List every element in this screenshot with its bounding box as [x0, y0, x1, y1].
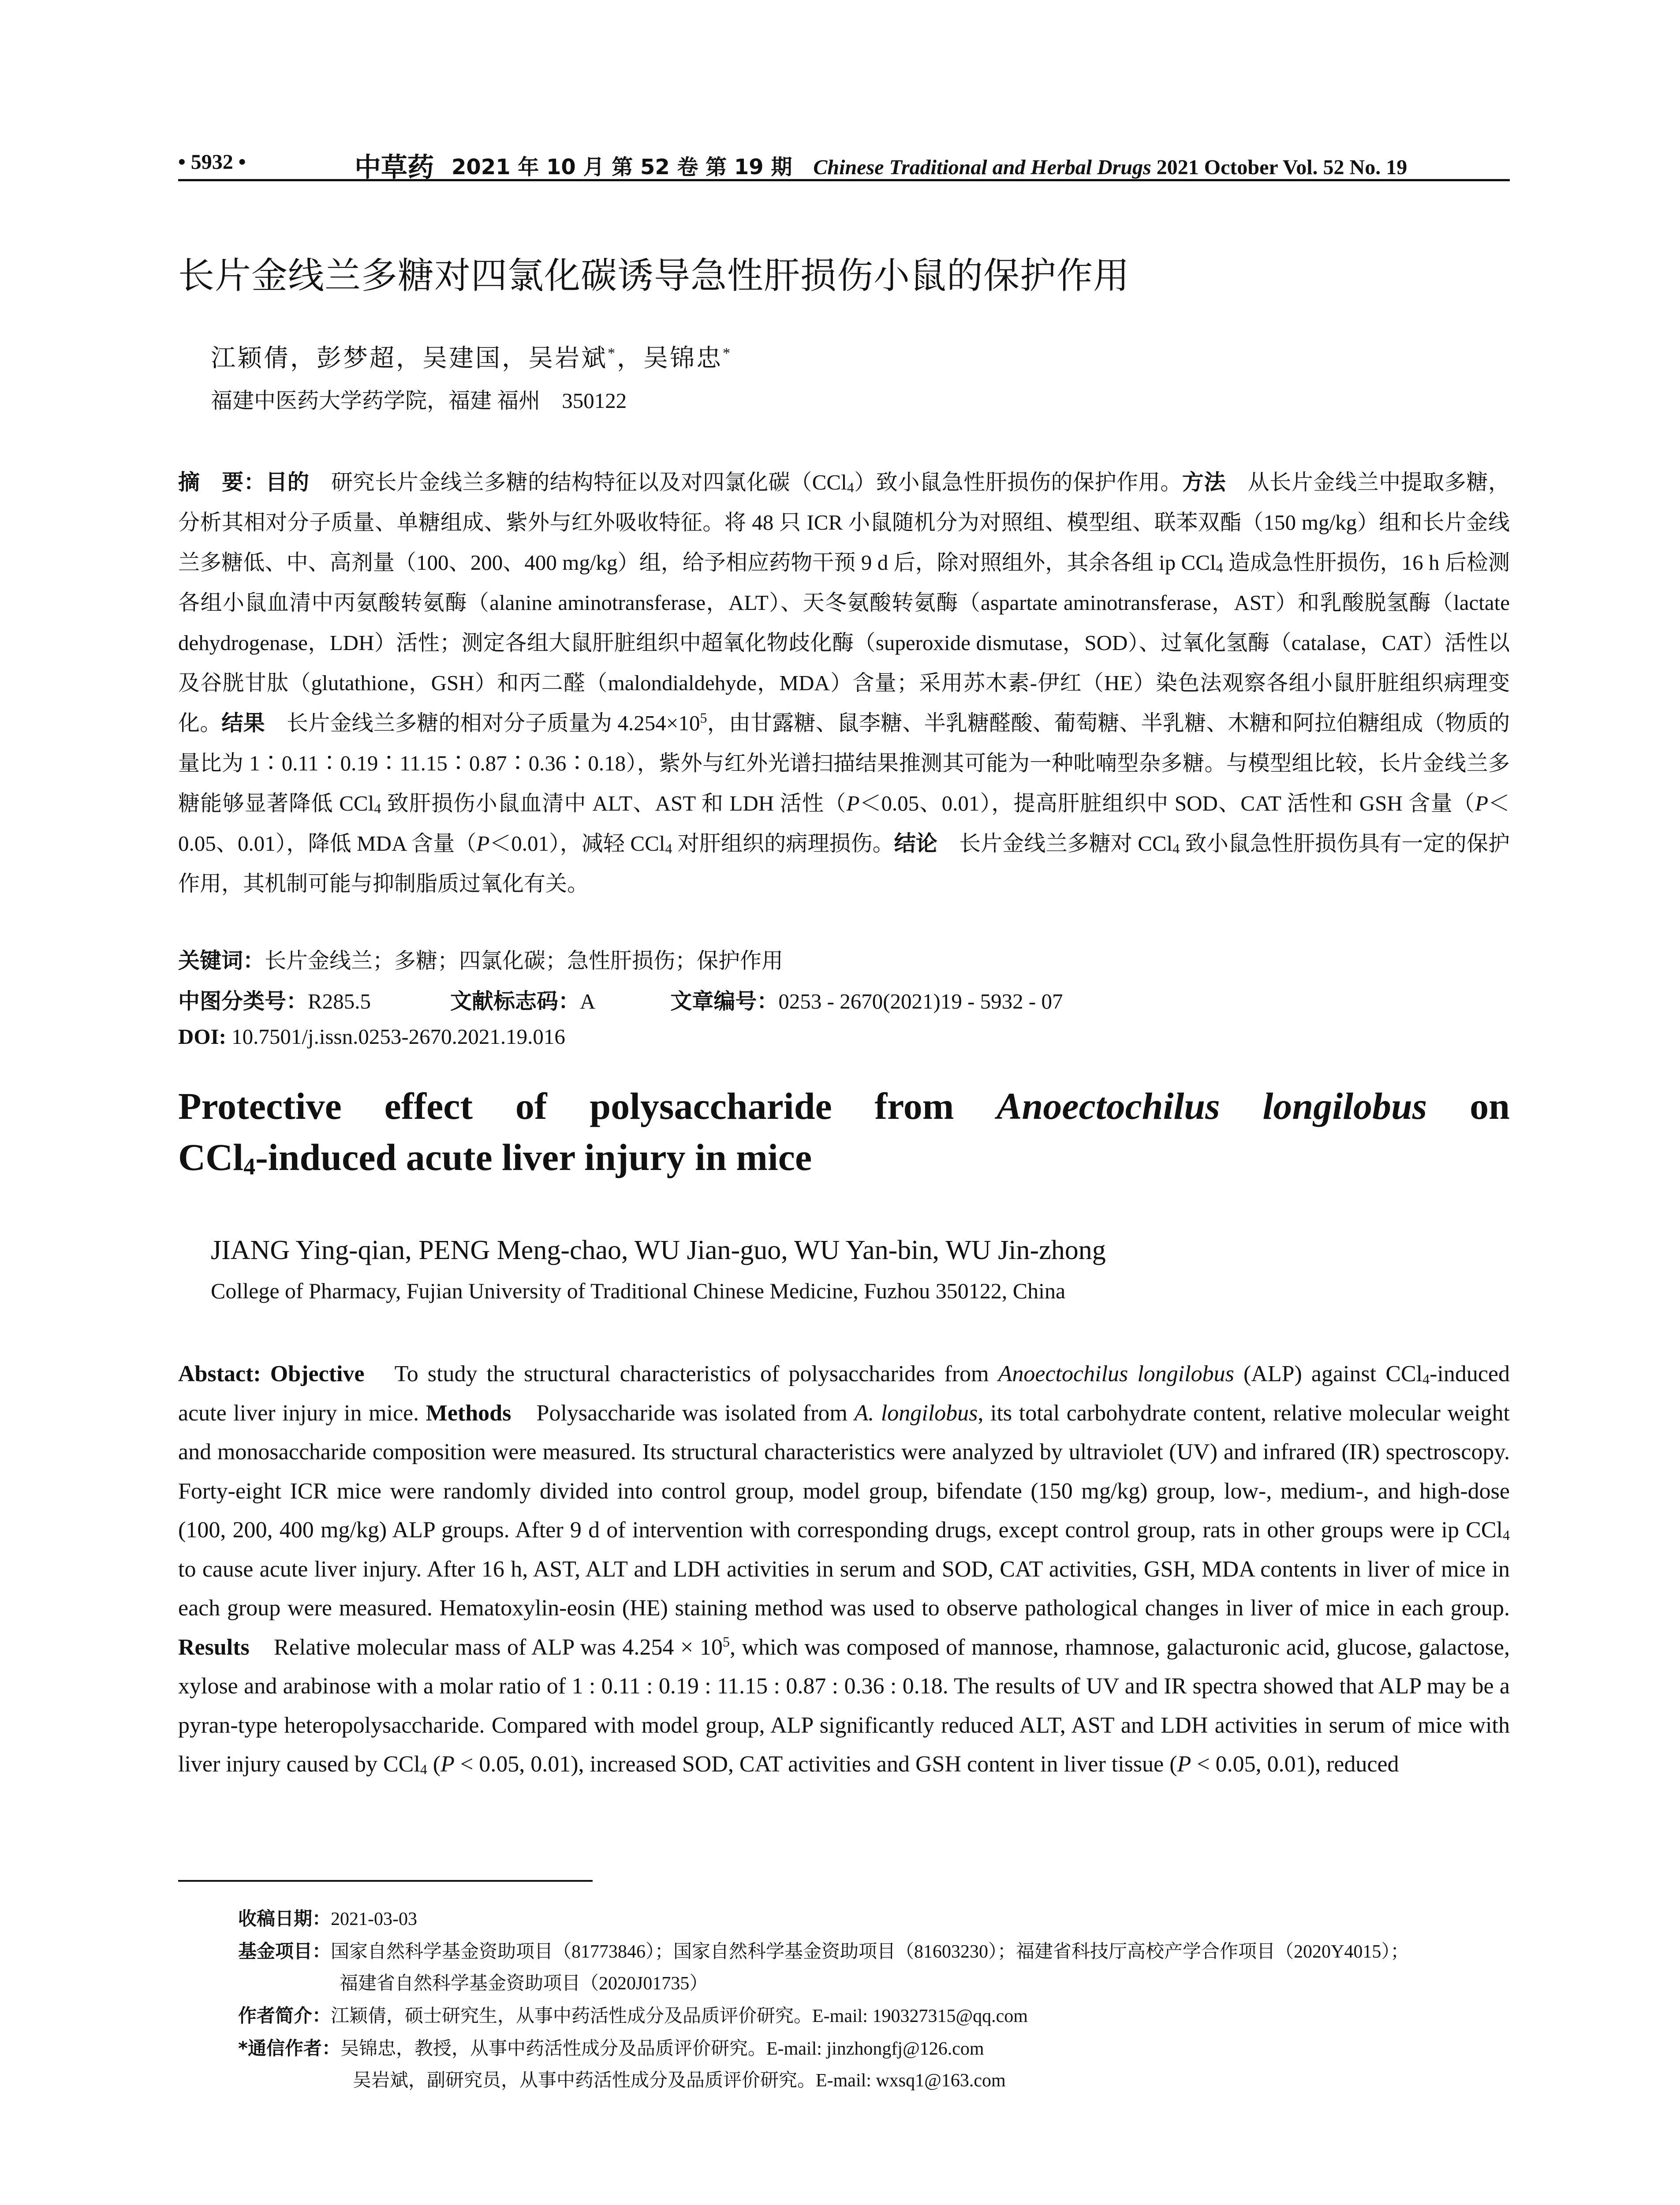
abstract-label: Abstact:	[178, 1361, 261, 1387]
abstract-text: ＜0.05、0.01），提高肝脏组织中 SOD、CAT 活性和 GSH 含量（	[859, 791, 1475, 815]
classification-line	[178, 984, 1063, 1015]
author-separator: ，	[617, 345, 643, 372]
corresponding-mark: *	[608, 345, 617, 362]
title-text: CCl	[178, 1136, 244, 1178]
abstract-text: , its total carbohydrate content, relative molecular weight and monosaccharide composition were measured. Its structural characteristics were analyzed by ultraviolet (UV) and infrared (IR) spectroscopy. Forty-eight ICR mice were randomly divided into control group, model group, bifendate (150 mg/kg) group, low-, medium-, and high-dose (100, 200, 400 mg/kg) ALP groups. After 9 d of intervention with corresponding drugs, except control group, rats in other groups were ip CCl	[178, 1400, 1510, 1543]
subscript: 4	[374, 800, 381, 816]
keywords-label: 关键词：	[178, 948, 265, 973]
footnote-text: 江颖倩，硕士研究生，从事中药活性成分及品质评价研究。E-mail: 190327315@qq.com	[331, 2006, 1028, 2026]
footnote-label: 基金项目：	[238, 1940, 331, 1962]
abstract-text: 研究长片金线兰多糖的结构特征以及对四氯化碳（CCl	[309, 470, 847, 494]
authors-en: JIANG Ying-qian, PENG Meng-chao, WU Jian-guo, WU Yan-bin, WU Jin-zhong	[211, 1235, 1106, 1265]
affiliation-en: College of Pharmacy, Fujian University of Traditional Chinese Medicine, Fuzhou 350122, China	[211, 1278, 1066, 1303]
abstract-text: < 0.05, 0.01), reduced	[1191, 1752, 1399, 1777]
results-label: 结果	[221, 710, 265, 736]
footnote-label: 作者简介：	[238, 2005, 331, 2026]
subscript: 4	[243, 1153, 256, 1180]
subscript: 4	[420, 1761, 427, 1777]
clc-value: R285.5	[308, 989, 371, 1013]
species-name: Anoectochilus longilobus	[998, 1361, 1234, 1387]
keywords-text: 长片金线兰；多糖；四氯化碳；急性肝损伤；保护作用	[265, 949, 784, 973]
p-value-symbol: P	[441, 1752, 455, 1777]
subscript: 4	[847, 479, 854, 495]
journal-name-cn: 中草药	[355, 152, 434, 183]
abstract-text: ＜0.05、0.01），降低 MDA 含量（	[178, 791, 1510, 856]
doi-label: DOI:	[178, 1024, 226, 1049]
footnote-text: 2021-03-03	[331, 1909, 417, 1929]
abstract-text: Relative molecular mass of ALP was 4.254 × 10	[249, 1634, 723, 1660]
doi-value: 10.7501/j.issn.0253-2670.2021.19.016	[226, 1024, 565, 1049]
abstract-text: (	[427, 1752, 441, 1777]
footnote-corresponding-cont: 吴岩斌，副研究员，从事中药活性成分及品质评价研究。E-mail: wxsq1@163.com	[353, 2070, 1006, 2091]
subscript: 4	[1216, 560, 1223, 576]
abstract-text: Polysaccharide was isolated from	[511, 1400, 855, 1426]
footnote-label: 收稿日期：	[238, 1908, 331, 1929]
article-number-value: 0253 - 2670(2021)19 - 5932 - 07	[778, 989, 1063, 1013]
abstract-text: to cause acute liver injury. After 16 h, AST, ALT and LDH activities in serum and SOD, CAT activities, GSH, MDA contents in liver of mice in each group were measured. Hematoxylin-eosin (HE) staining method was used to observe pathological changes in liver of mice in each group.	[178, 1556, 1510, 1621]
p-value-symbol: P	[476, 831, 490, 856]
title-en-line-2	[178, 1132, 1510, 1183]
species-name: A. longilobus	[854, 1400, 978, 1426]
author-list-cn: 江颖倩，彭梦超，吴建国，吴岩斌	[211, 345, 608, 372]
subscript: 4	[1172, 841, 1180, 856]
abstract-text: 长片金线兰多糖对 CCl	[937, 831, 1173, 856]
doc-code-value: A	[579, 989, 596, 1013]
abstract-text: ，由甘露糖、鼠李糖、半乳糖醛酸、葡萄糖、半乳糖、木糖和阿拉伯糖组成（物质的量比为 1∶0.11∶0.19∶11.15∶0.87∶0.36∶0.18），紫外与红外光谱扫描结果推测其可能为一种吡喃型杂多糖。与模型组比较，长片金线兰多糖能够显著降低 CCl	[178, 711, 1510, 815]
subscript: 4	[1503, 1527, 1510, 1543]
methods-label: Methods	[426, 1400, 511, 1426]
journal-name-en: Chinese Traditional and Herbal Drugs	[813, 156, 1151, 179]
title-word: polysaccharide	[590, 1085, 832, 1127]
title-cn: 长片金线兰多糖对四氯化碳诱导急性肝损伤小鼠的保护作用	[178, 255, 1130, 297]
footnote-rule	[178, 1880, 593, 1882]
running-header	[178, 144, 1510, 181]
title-en	[178, 1080, 1510, 1183]
objective-label: 目的	[265, 470, 310, 495]
title-genus: Anoectochilus	[997, 1085, 1220, 1127]
abstract-text: 从长片金线兰中提取多糖，分析其相对分子质量、单糖组成、紫外与红外吸收特征。将 48 只 ICR 小鼠随机分为对照组、模型组、联苯双酯（150 mg/kg）组和长片金线兰多糖低、中、高剂量（100、200、400 mg/kg）组，给予相应药物干预 9 d 后，除对照组外，其余各组 ip CCl	[178, 470, 1510, 575]
subscript: 4	[1422, 1371, 1430, 1387]
abstract-en	[178, 1355, 1510, 1784]
corresponding-mark: *	[723, 345, 732, 362]
superscript: 5	[722, 1633, 730, 1650]
abstract-text: (ALP) against CCl	[1234, 1361, 1423, 1387]
abstract-text: -induced acute liver injury in mice.	[178, 1361, 1510, 1426]
author-last-cn: 吴锦忠	[643, 345, 723, 372]
abstract-text: To study the structural characteristics of polysaccharides from	[364, 1361, 998, 1387]
issue-info	[452, 150, 1407, 180]
subscript: 4	[665, 841, 672, 856]
page-number: • 5932 •	[178, 150, 246, 174]
clc-label: 中图分类号：	[178, 989, 308, 1014]
authors-cn	[211, 339, 732, 374]
title-en-line-1	[178, 1080, 1510, 1132]
title-text: -induced acute liver injury in mice	[255, 1136, 812, 1178]
footnote-author-bio	[238, 2001, 1028, 2028]
title-word: effect	[384, 1085, 473, 1127]
affiliation-cn: 福建中医药大学药学院，福建 福州 350122	[211, 389, 627, 413]
superscript: 5	[700, 710, 707, 726]
methods-label: 方法	[1182, 470, 1226, 495]
keywords-cn	[178, 944, 783, 975]
objective-label: Objective	[261, 1361, 365, 1387]
abstract-text: 造成急性肝损伤，16 h 后检测各组小鼠血清中丙氨酸转氨酶（alanine aminotransferase，ALT）、天冬氨酸转氨酶（aspartate aminotransferase，AST）和乳酸脱氢酶（lactate dehydrogenase，LDH）活性；测定各组大鼠肝脏组织中超氧化物歧化酶（superoxide dismutase，SOD）、过氧化氢酶（catalase，CAT）活性以及谷胱甘肽（glutathione，GSH）和丙二醛（malondialdehyde，MDA）含量；采用苏木素-伊红（HE）染色法观察各组小鼠肝脏组织病理变化。	[178, 550, 1510, 735]
doi-line	[178, 1024, 565, 1049]
footnote-fund-cont: 福建省自然科学基金资助项目（2020J01735）	[340, 1973, 708, 1994]
abstract-text: ＜0.01），减轻 CCl	[489, 831, 665, 856]
article-number-label: 文章编号：	[670, 989, 779, 1014]
abstract-label: 摘 要：	[178, 470, 266, 495]
results-label: Results	[178, 1634, 250, 1660]
abstract-text: 致小鼠急性肝损伤具有一定的保护作用，其机制可能与抑制脂质过氧化有关。	[178, 831, 1510, 896]
conclusion-label: 结论	[894, 831, 937, 856]
title-word: Protective	[178, 1085, 342, 1127]
p-value-symbol: P	[1475, 791, 1488, 815]
issue-en: 2021 October Vol. 52 No. 19	[1156, 156, 1407, 179]
p-value-symbol: P	[1177, 1752, 1191, 1777]
abstract-text: < 0.05, 0.01), increased SOD, CAT activities and GSH content in liver tissue (	[454, 1752, 1177, 1777]
issue-cn: 2021 年 10 月 第 52 卷 第 19 期	[452, 155, 792, 179]
abstract-text: 致肝损伤小鼠血清中 ALT、AST 和 LDH 活性（	[381, 791, 847, 815]
abstract-text: 对肝组织的病理损伤。	[672, 831, 894, 856]
title-word: of	[515, 1085, 547, 1127]
footnote-corresponding	[238, 2034, 984, 2060]
abstract-text: 长片金线兰多糖的相对分子质量为 4.254×10	[265, 711, 700, 735]
doc-code-label: 文献标志码：	[450, 989, 580, 1014]
footnote-text: 国家自然科学基金资助项目（81773846）；国家自然科学基金资助项目（81603230）；福建省科技厅高校产学合作项目（2020Y4015）；	[331, 1942, 1409, 1962]
abstract-cn	[178, 462, 1510, 904]
title-word: from	[874, 1085, 954, 1127]
p-value-symbol: P	[846, 791, 860, 815]
footnote-fund	[238, 1937, 1409, 1963]
footnote-received	[238, 1904, 417, 1931]
abstract-text: ）致小鼠急性肝损伤的保护作用。	[854, 470, 1182, 494]
footnote-label: *通信作者：	[238, 2037, 340, 2059]
abstract-text: , which was composed of mannose, rhamnose, galacturonic acid, glucose, galactose, xylose and arabinose with a molar ratio of 1 : 0.11 : 0.19 : 11.15 : 0.87 : 0.36 : 0.18. The results of UV and IR spectra showed that ALP may be a pyran-type heteropolysaccharide. Compared with model group, ALP significantly reduced ALT, AST and LDH activities in serum of mice with liver injury caused by CCl	[178, 1634, 1510, 1777]
footnote-text: 吴锦忠，教授，从事中药活性成分及品质评价研究。E-mail: jinzhongfj@126.com	[340, 2039, 984, 2059]
title-species: longilobus	[1262, 1085, 1427, 1127]
title-word: on	[1470, 1085, 1510, 1127]
